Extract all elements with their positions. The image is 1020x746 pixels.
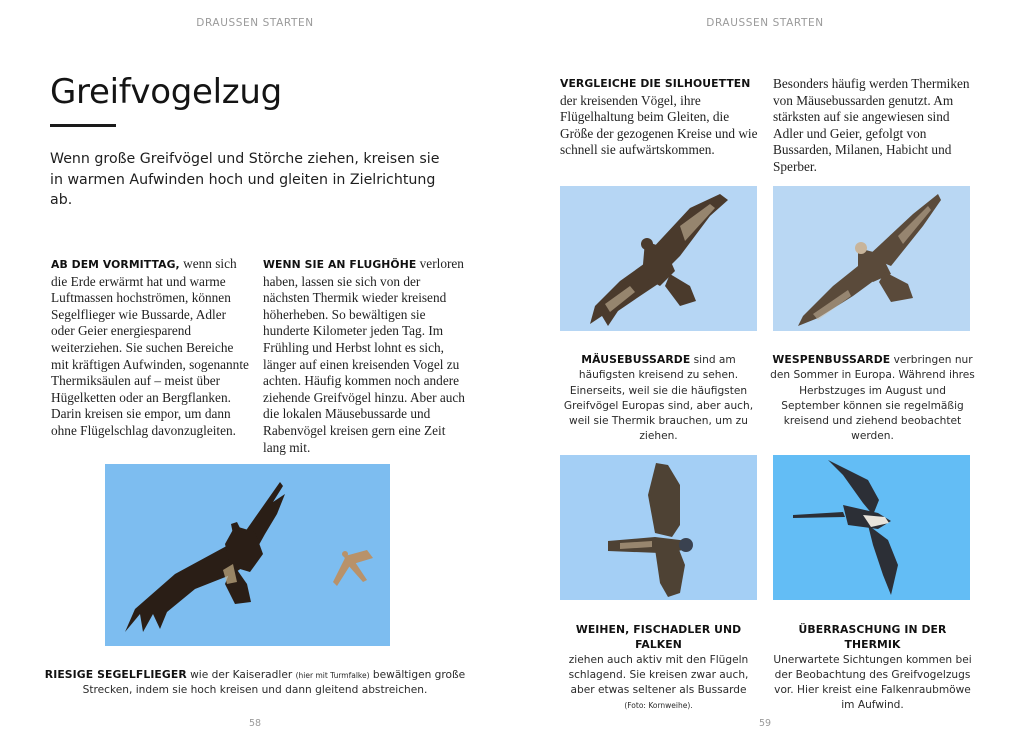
- photo-falkenraubmoewe: [773, 455, 970, 600]
- photo-caption-4: [770, 622, 975, 714]
- photo-caption-3: [556, 622, 761, 714]
- caption-kicker: RIESIGE SEGELFLIEGER: [44, 668, 187, 681]
- running-head: DRAUSSEN STARTEN: [706, 17, 824, 29]
- column-kicker: VERGLEICHE DIE SILHOUETTEN: [560, 77, 751, 90]
- column-text: der kreisenden Vögel, ihre Flügelhaltung beim Gleiten, die Größe der gezogenen Kreise und wie schnell sie aufwärtskommen.: [560, 92, 758, 158]
- skua-illustration: [773, 455, 970, 600]
- caption-kicker: ÜBERRASCHUNG IN DER THERMIK: [798, 623, 947, 652]
- photo-caption: [40, 667, 470, 699]
- body-column-3: [560, 76, 765, 159]
- caption-text: wie der Kaiseradler: [186, 669, 296, 681]
- caption-text: verbringen nur den Sommer in Europa. Während ihres Herbstzuges im August und September können sie regelmäßig kreisend und ziehend beobachtet werden.: [770, 354, 975, 443]
- page-number: 59: [758, 718, 772, 729]
- caption-text: bewältigen große Strecken, indem sie hoch kreisen und dann gleitend abstreichen.: [82, 669, 466, 697]
- title-underline: [50, 124, 116, 127]
- column-kicker: WENN SIE AN FLUGHÖHE: [263, 258, 417, 271]
- caption-text: ziehen auch aktiv mit den Flügeln schlagend. Sie kreisen zwar auch, aber etwas seltener als Bussarde: [568, 653, 749, 697]
- caption-note: (hier mit Turmfalke): [295, 671, 370, 680]
- photo-kornweihe: [560, 455, 757, 600]
- column-text: wenn sich die Erde erwärmt hat und warme Luftmassen hochströmen, können Segelflieger wie Bussarde, Adler oder Geier energiesparend weiterziehen. Sie suchen Bereiche mit kräftigen Aufwinden, sogenannte Thermiksäulen auf – meist über Hügelketten oder an Bergflanken. Darin kreisen sie empor, um dann ohne Flügelschlag davonzugleiten.: [51, 256, 249, 438]
- eagle-and-kestrel-illustration: [105, 464, 390, 646]
- lead-paragraph: Wenn große Greifvögel und Störche ziehen, kreisen sie in warmen Aufwinden hoch und gleiten in Zielrichtung ab.: [50, 151, 440, 208]
- caption-kicker: WESPENBUSSARDE: [772, 353, 891, 366]
- photo-caption-2: [770, 352, 975, 445]
- caption-kicker: MÄUSEBUSSARDE: [581, 353, 691, 366]
- honey-buzzard-illustration: [773, 186, 970, 331]
- photo-kaiseradler: [105, 464, 390, 646]
- buzzard-illustration: [560, 186, 757, 331]
- page-title: Greifvogelzug: [50, 72, 282, 112]
- caption-text: Unerwartete Sichtungen kommen bei der Beobachtung des Greifvogelzugs vor. Hier kreist eine Falkenraubmöwe im Aufwind.: [773, 653, 972, 712]
- running-head: DRAUSSEN STARTEN: [196, 17, 314, 29]
- photo-wespenbussard: [773, 186, 970, 331]
- body-column-1: [51, 256, 251, 440]
- column-text: verloren haben, lassen sie sich von der nächsten Thermik wieder kreisend höherheben. So bewältigen sie hunderte Kilometer jeden Tag. Im Frühling und Herbst lohnt es sich, länger auf einen kreisenden Vogel zu achten. Häufig kommen noch andere ziehende Greifvögel hinzu. Aber auch die lokalen Mäusebussarde und Rabenvögel kreisen gern eine Zeit lang mit.: [263, 256, 465, 455]
- harrier-illustration: [560, 455, 757, 600]
- caption-note: (Foto: Kornweihe).: [624, 701, 693, 711]
- column-kicker: AB DEM VORMITTAG,: [51, 258, 180, 271]
- caption-kicker: WEIHEN, FISCHADLER UND FALKEN: [575, 623, 742, 652]
- caption-text: sind am häufigsten kreisend zu sehen. Einerseits, weil sie die häufigsten Greifvögel Europas sind, aber auch, weil sie Thermik brauchen, um zu ziehen.: [563, 354, 754, 443]
- column-text: Besonders häufig werden Thermiken von Mäusebussarden genutzt. Am stärksten auf sie angewiesen sind Adler und Geier, gefolgt von Bussarden, Milanen, Habicht und Sperber.: [773, 76, 970, 174]
- body-column-4: [773, 76, 978, 176]
- body-column-2: [263, 256, 468, 456]
- photo-maeusebussard: [560, 186, 757, 331]
- page-number: 58: [248, 718, 262, 729]
- photo-caption-1: [556, 352, 761, 445]
